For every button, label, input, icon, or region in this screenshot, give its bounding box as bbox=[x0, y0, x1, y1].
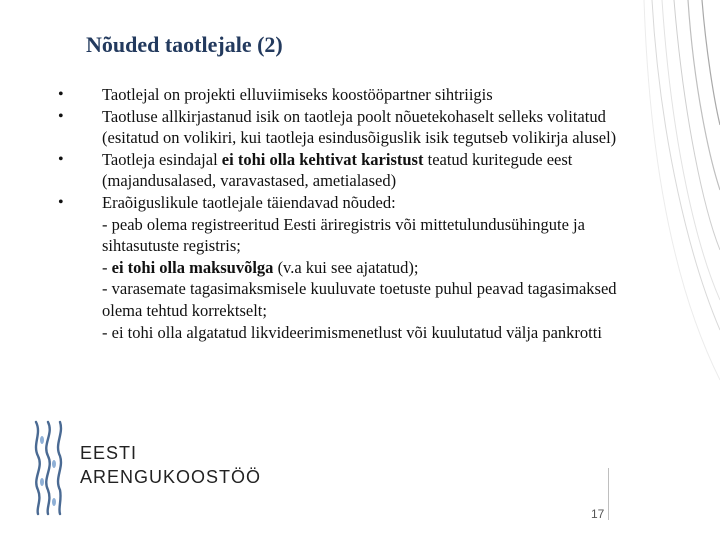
bullet-glyph: • bbox=[58, 107, 64, 125]
bullet-text-bold: ei tohi olla kehtivat karistust bbox=[221, 149, 424, 169]
sub-requirement-post: (v.a kui see ajatatud); bbox=[273, 257, 419, 277]
bullet-text-post: teatud kuritegude eest (majandusalased, varavastased, ametialased) bbox=[102, 149, 573, 191]
bullet-glyph: • bbox=[58, 193, 64, 211]
bullet-text-pre: Taotleja esindajal bbox=[102, 149, 222, 169]
logo-wordmark bbox=[80, 441, 261, 489]
logo-mark-icon bbox=[30, 420, 66, 516]
page-number-divider bbox=[608, 468, 609, 520]
bullet-item bbox=[58, 149, 658, 192]
sub-requirement bbox=[102, 257, 658, 279]
sub-requirement-pre: - bbox=[102, 257, 112, 277]
logo-line-2: ARENGUKOOSTÖÖ bbox=[80, 467, 262, 487]
bullet-list bbox=[58, 84, 658, 343]
bullet-item bbox=[58, 84, 658, 106]
bullet-text: Taotluse allkirjastanud isik on taotleja poolt nõuetekohaselt selleks volitatud (esitatud on volikiri, kui taotleja esindusõiguslik isik tegutseb volikirja alusel) bbox=[102, 106, 617, 148]
sub-requirement: - peab olema registreeritud Eesti äriregistris või mittetulundusühingute ja sihtasutuste registris; bbox=[102, 214, 585, 256]
slide-title: Nõuded taotlejale (2) bbox=[86, 32, 283, 57]
bullet-text: Taotlejal on projekti elluviimiseks koostööpartner sihtriigis bbox=[102, 85, 493, 104]
sub-requirement: - varasemate tagasimaksmisele kuuluvate toetuste puhul peavad tagasimaksed olema tehtud korrektselt; bbox=[102, 279, 617, 320]
bullet-item bbox=[58, 192, 658, 343]
bullet-text bbox=[102, 150, 572, 191]
bullet-glyph: • bbox=[58, 150, 64, 168]
bullet-heading: Eraõiguslikule taotlejale täiendavad nõuded: bbox=[102, 192, 396, 212]
sub-requirement: - ei tohi olla algatatud likvideerimismenetlust või kuulutatud välja pankrotti bbox=[102, 322, 602, 342]
logo-line-1: EESTI bbox=[80, 443, 138, 463]
sub-requirement-bold: ei tohi olla maksuvõlga bbox=[111, 257, 274, 277]
page-number: 17 bbox=[591, 507, 605, 521]
bullet-item bbox=[58, 106, 658, 149]
bullet-text bbox=[102, 192, 658, 343]
bullet-glyph: • bbox=[58, 86, 64, 103]
